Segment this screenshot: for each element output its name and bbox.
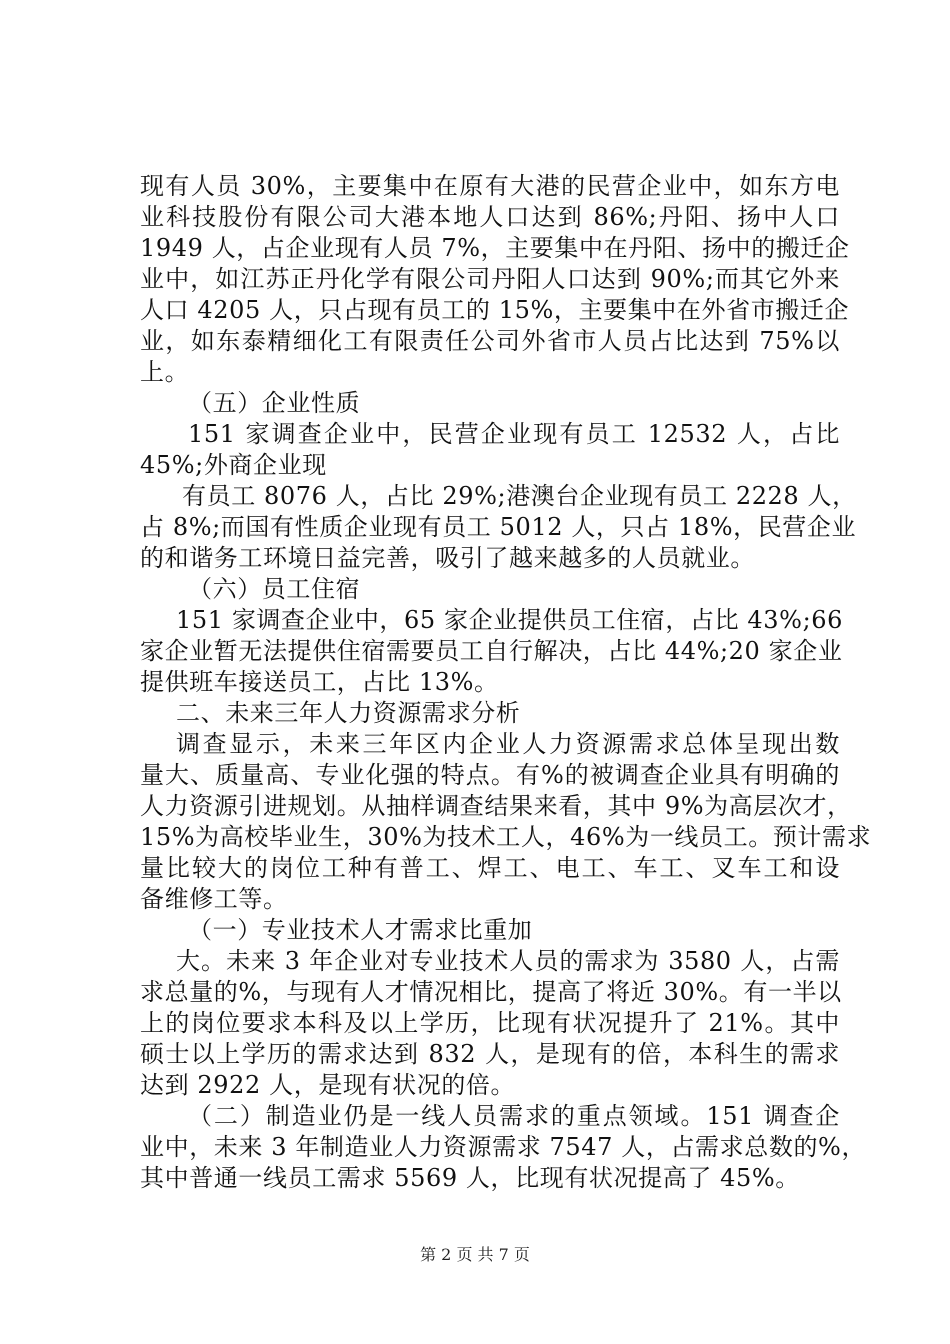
text-line: 业中，未来 3 年制造业人力资源需求 7547 人，占需求总数的%，: [140, 1133, 867, 1161]
section-heading: （六）员工住宿: [188, 575, 361, 603]
text-line: 备维修工等。: [140, 885, 288, 913]
page-number-footer: 第 2 页 共 7 页: [420, 1245, 530, 1264]
text-line: 15%为高校毕业生，30%为技术工人，46%为一线员工。预计需求: [140, 823, 872, 851]
text-line: 151 家调查企业中，65 家企业提供员工住宿，占比 43%;66: [176, 606, 844, 634]
text-line: 量比较大的岗位工种有普工、焊工、电工、车工、叉车工和设: [140, 854, 840, 882]
section-heading: （五）企业性质: [188, 389, 361, 417]
text-line: 量大、质量高、专业化强的特点。有%的被调查企业具有明确的: [140, 761, 840, 789]
text-line: 1949 人，占企业现有人员 7%，主要集中在丹阳、扬中的搬迁企: [140, 234, 850, 262]
section-heading: （一）专业技术人才需求比重加: [188, 916, 533, 944]
text-line: 业中，如江苏正丹化学有限公司丹阳人口达到 90%;而其它外来: [140, 265, 840, 293]
text-line: 上。: [140, 358, 190, 386]
text-line: 其中普通一线员工需求 5569 人，比现有状况提高了 45%。: [140, 1164, 800, 1192]
text-line: 业科技股份有限公司大港本地人口达到 86%;丹阳、扬中人口: [140, 203, 840, 231]
text-line: 上的岗位要求本科及以上学历，比现有状况提升了 21%。其中: [140, 1009, 840, 1037]
text-line: 有员工 8076 人，占比 29%;港澳台企业现有员工 2228 人，: [182, 482, 857, 510]
section-heading: （二）制造业仍是一线人员需求的重点领域。151 调查企: [188, 1102, 840, 1130]
text-line: 提供班车接送员工，占比 13%。: [140, 668, 499, 696]
text-line: 现有人员 30%，主要集中在原有大港的民营企业中，如东方电: [140, 172, 840, 200]
document-body: [140, 171, 872, 1194]
text-line: 求总量的%，与现有人才情况相比，提高了将近 30%。有一半以: [140, 978, 842, 1006]
section-heading: 二、未来三年人力资源需求分析: [176, 699, 521, 727]
text-line: 大。未来 3 年企业对专业技术人员的需求为 3580 人，占需: [176, 947, 840, 975]
text-line: 调查显示，未来三年区内企业人力资源需求总体呈现出数: [176, 730, 840, 758]
text-line: 45%;外商企业现: [140, 451, 327, 479]
text-line: 151 家调查企业中，民营企业现有员工 12532 人，占比: [188, 420, 840, 448]
text-line: 占 8%;而国有性质企业现有员工 5012 人，只占 18%，民营企业: [140, 513, 857, 541]
text-line: 的和谐务工环境日益完善，吸引了越来越多的人员就业。: [140, 544, 755, 572]
text-line: 人力资源引进规划。从抽样调查结果来看，其中 9%为高层次才，: [140, 792, 852, 820]
text-line: 家企业暂无法提供住宿需要员工自行解决，占比 44%;20 家企业: [140, 637, 843, 665]
text-line: 硕士以上学历的需求达到 832 人，是现有的倍，本科生的需求: [140, 1040, 840, 1068]
text-line: 达到 2922 人，是现有状况的倍。: [140, 1071, 516, 1099]
text-line: 业，如东泰精细化工有限责任公司外省市人员占比达到 75%以: [140, 327, 840, 355]
text-line: 人口 4205 人，只占现有员工的 15%，主要集中在外省市搬迁企: [140, 296, 850, 324]
